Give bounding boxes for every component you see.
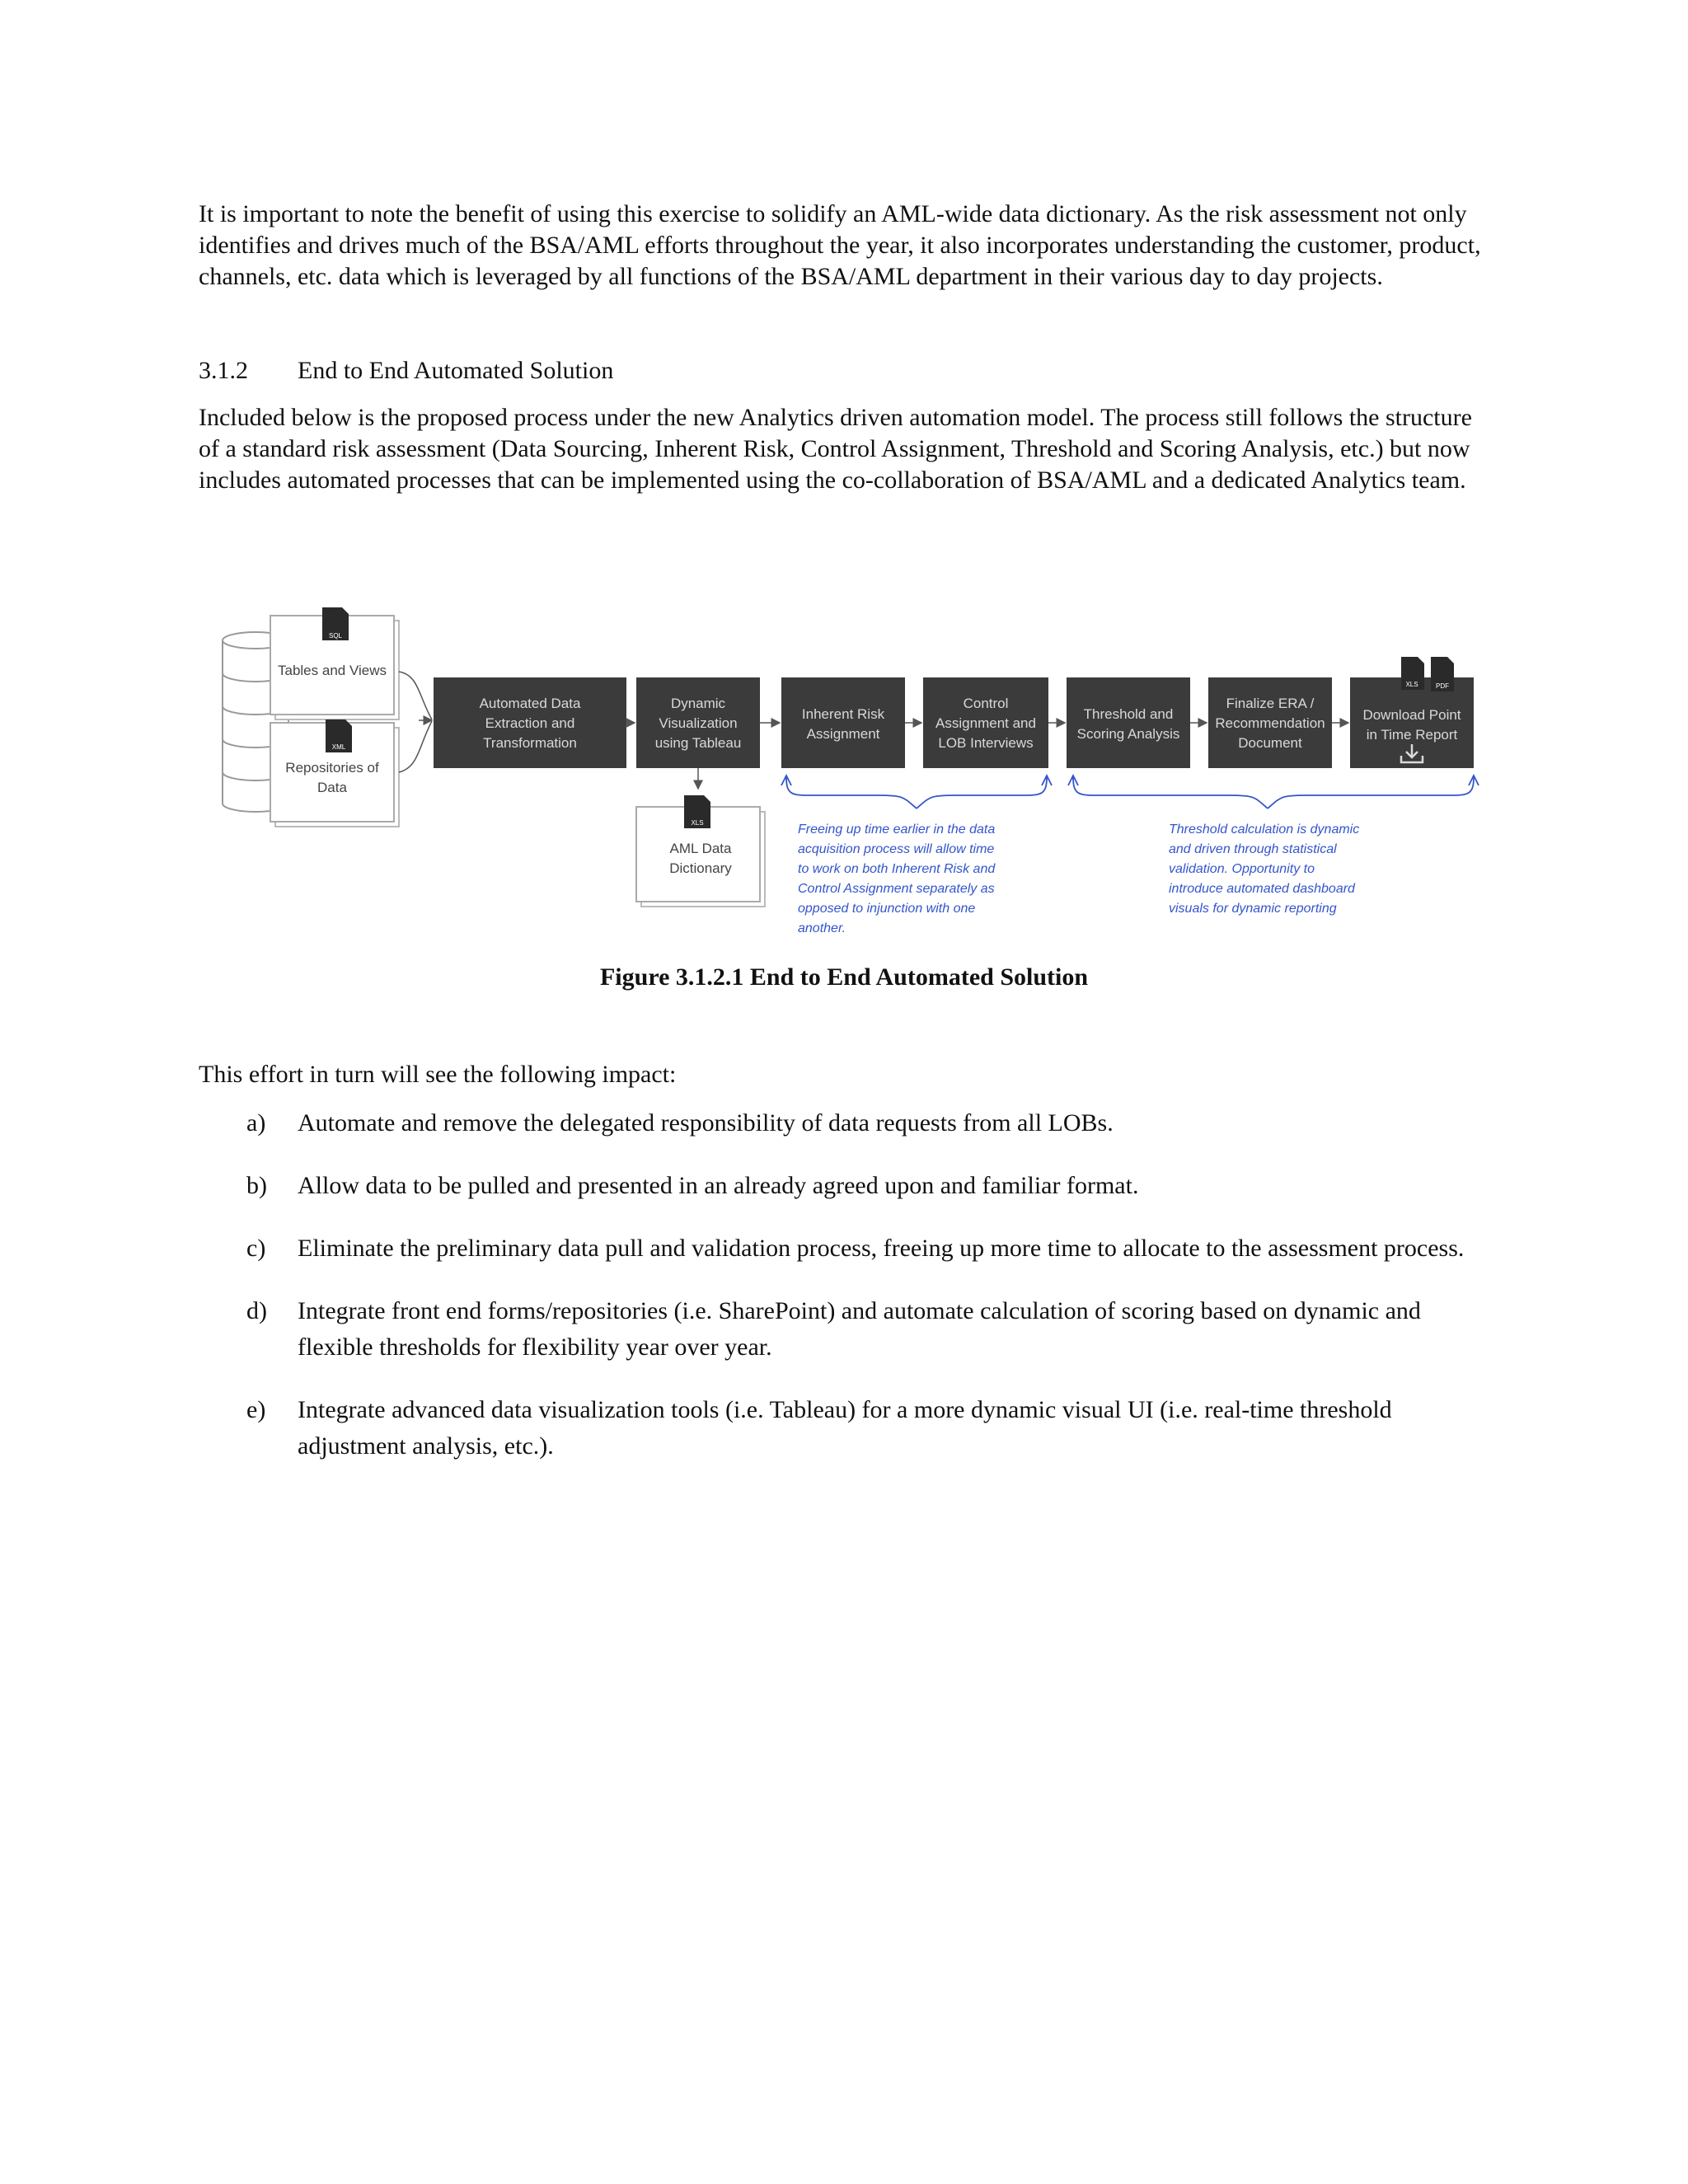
step-label: Scoring Analysis (1076, 726, 1180, 742)
list-item-text: Integrate front end forms/repositories (i.e. SharePoint) and automate calculation of scoring based on dynamic and flexible thresholds for flexibility year over year. (298, 1297, 1421, 1361)
process-diagram (214, 606, 1484, 944)
impact-list (199, 1105, 1501, 1491)
step-inherent-risk (781, 677, 905, 768)
impact-intro: This effort in turn will see the following impact: (199, 1061, 677, 1088)
list-item-text: Automate and remove the delegated responsibility of data requests from all LOBs. (298, 1109, 1114, 1137)
dictionary-icon-label: XLS (691, 819, 704, 827)
step-label: Document (1238, 735, 1302, 751)
step-download-report (1350, 677, 1474, 768)
step-label: Control (963, 696, 1009, 711)
step-extraction (434, 677, 626, 768)
step-label: Transformation (483, 735, 577, 751)
step-label: Dynamic (670, 696, 726, 711)
step-label: Extraction and (485, 715, 575, 731)
note-line: and driven through statistical (1169, 842, 1337, 856)
intro-paragraph: It is important to note the benefit of using this exercise to solidify an AML-wide data dictionary. As the risk assessment not only identifies and drives much of the BSA/AML efforts throughout the year, it also incorporates understanding the customer, product, channels, etc. data which is leveraged by all functions of the BSA/AML department in their various day to day projects. (199, 200, 1481, 290)
note-line: introduce automated dashboard (1169, 882, 1355, 896)
xls-file-icon (684, 795, 710, 828)
xml-file-icon (326, 719, 352, 752)
step-control-assignment (923, 677, 1048, 768)
list-item (199, 1230, 1501, 1267)
tables-and-views-label: Tables and Views (278, 663, 387, 678)
note-line: Freeing up time earlier in the data (798, 823, 996, 837)
aml-data-dictionary-doc (636, 795, 765, 907)
step-label: Recommendation (1215, 715, 1325, 731)
section-title: End to End Automated Solution (298, 357, 614, 384)
list-marker: a) (246, 1109, 266, 1137)
section-number: 3.1.2 (199, 357, 248, 384)
step-label: in Time Report (1366, 727, 1458, 743)
dictionary-label-line1: AML Data (669, 841, 732, 856)
list-item (199, 1105, 1501, 1141)
right-note (1169, 823, 1359, 916)
list-item-text: Eliminate the preliminary data pull and validation process, freeing up more time to allocate to the assessment process. (298, 1235, 1465, 1262)
repositories-doc (270, 719, 399, 827)
step-label: Finalize ERA / (1226, 696, 1315, 711)
step-label: Inherent Risk (801, 706, 885, 722)
note-line: visuals for dynamic reporting (1169, 902, 1337, 916)
connector-repos (399, 721, 432, 772)
step-label: Assignment and (935, 715, 1036, 731)
note-line: validation. Opportunity to (1169, 862, 1315, 876)
note-line: opposed to injunction with one (798, 902, 976, 916)
step-label: Visualization (659, 715, 738, 731)
step-label: Automated Data (479, 696, 581, 711)
note-line: another. (798, 921, 846, 935)
note-line: Control Assignment separately as (798, 882, 995, 896)
pdf-icon-label: PDF (1436, 682, 1449, 690)
pdf-file-icon (1431, 657, 1454, 691)
step-label: Download Point (1362, 707, 1461, 723)
repositories-label-line2: Data (317, 780, 347, 795)
right-brace (1068, 776, 1479, 808)
figure-caption: Figure 3.1.2.1 End to End Automated Solution (599, 963, 1089, 991)
step-label: Assignment (806, 726, 880, 742)
note-line: acquisition process will allow time (798, 842, 995, 856)
note-line: Threshold calculation is dynamic (1169, 823, 1360, 837)
list-marker: e) (246, 1396, 266, 1423)
list-item (199, 1168, 1501, 1204)
step-label: LOB Interviews (938, 735, 1034, 751)
step-threshold-scoring (1067, 677, 1190, 768)
xls-icon-label: XLS (1405, 681, 1418, 688)
sql-icon-label: SQL (328, 632, 343, 640)
connector-tables (399, 672, 432, 719)
xls-file-icon (1401, 657, 1424, 690)
step-visualization (636, 677, 760, 768)
sql-file-icon (322, 607, 349, 640)
xml-icon-label: XML (331, 743, 346, 751)
step-finalize-era (1208, 677, 1332, 768)
list-item-text: Allow data to be pulled and presented in an already agreed upon and familiar format. (298, 1172, 1139, 1199)
note-line: to work on both Inherent Risk and (798, 862, 996, 876)
list-marker: d) (246, 1297, 267, 1324)
repositories-label-line1: Repositories of (285, 760, 379, 776)
step-label: Threshold and (1083, 706, 1174, 722)
left-note (798, 823, 996, 935)
list-item (199, 1293, 1501, 1366)
list-item-text: Integrate advanced data visualization tools (i.e. Tableau) for a more dynamic visual UI (i.e. real-time threshold adjustment analysis, etc.). (298, 1396, 1392, 1460)
dictionary-label-line2: Dictionary (669, 860, 732, 876)
section-paragraph: Included below is the proposed process under the new Analytics driven automation model. The process still follows the structure of a standard risk assessment (Data Sourcing, Inherent Risk, Control Assignment, Threshold and Scoring Analysis, etc.) but now includes automated processes that can be implemented using the co-collaboration of BSA/AML and a dedicated Analytics team. (199, 404, 1472, 494)
step-label: using Tableau (654, 735, 742, 751)
tables-and-views-doc (270, 607, 399, 719)
list-marker: b) (246, 1172, 267, 1199)
list-item (199, 1392, 1501, 1465)
list-marker: c) (246, 1235, 266, 1262)
left-brace (781, 776, 1052, 808)
